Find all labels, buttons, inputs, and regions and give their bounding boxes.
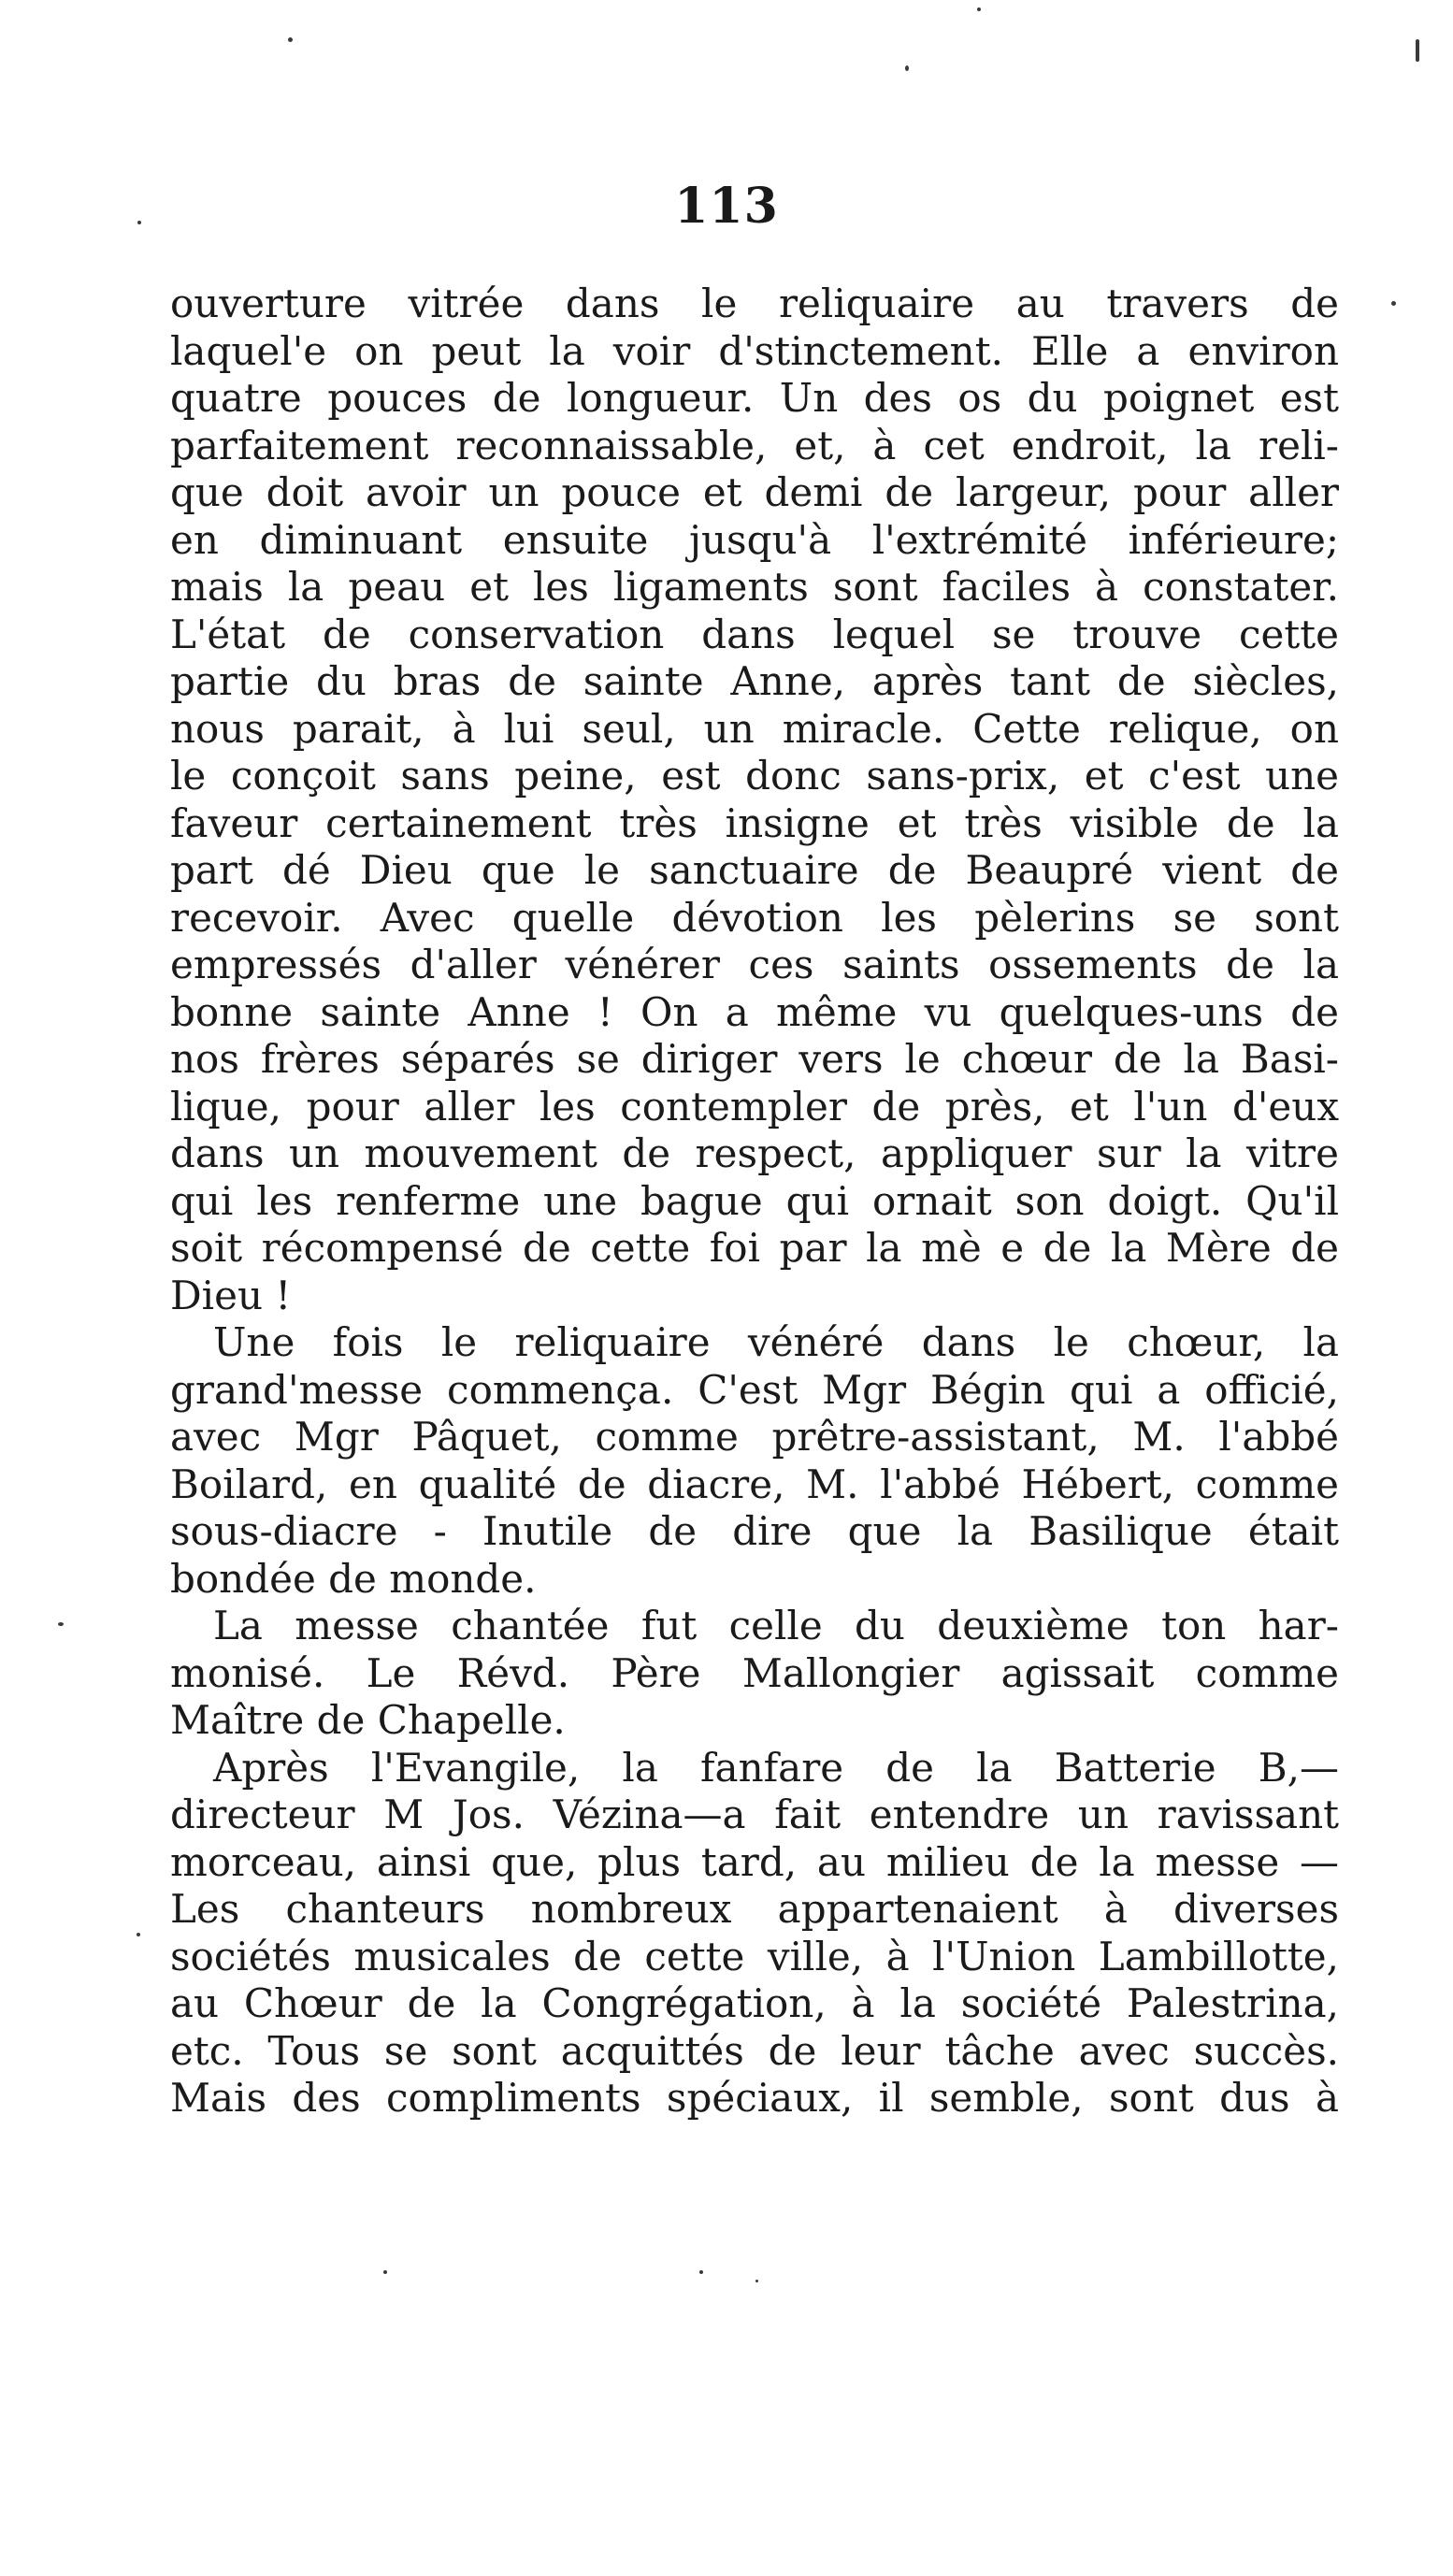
text-line: faveur certainement très insigne et très visible de la: [170, 799, 1339, 846]
scan-speck: [58, 1622, 64, 1626]
text-line: qui les renferme une bague qui ornait son doigt. Qu'il: [170, 1177, 1339, 1224]
text-line: recevoir. Avec quelle dévotion les pèlerins se sont: [170, 894, 1339, 941]
scan-speck: [699, 2270, 703, 2274]
scan-speck: [905, 65, 909, 71]
text-line: sous-diacre - Inutile de dire que la Basilique était: [170, 1508, 1339, 1554]
text-line: bonne sainte Anne ! On a même vu quelques-uns de: [170, 988, 1339, 1035]
text-line: partie du bras de sainte Anne, après tant de siècles,: [170, 658, 1339, 704]
text-line: soit récompensé de cette foi par la mè e de la Mère de: [170, 1225, 1339, 1271]
text-line: nous parait, à lui seul, un miracle. Cette relique, on: [170, 705, 1339, 752]
text-line: dans un mouvement de respect, appliquer sur la vitre: [170, 1130, 1339, 1176]
text-line: en diminuant ensuite jusqu'à l'extrémité inférieure;: [170, 516, 1339, 563]
text-line: Mais des compliments spéciaux, il semble, sont dus à: [170, 2075, 1339, 2121]
text-line: parfaitement reconnaissable, et, à cet endroit, la reli-: [170, 422, 1339, 468]
text-line: bondée de monde.: [170, 1555, 537, 1602]
paragraph-start-line: Après l'Evangile, la fanfare de la Batterie B,—: [213, 1744, 1339, 1791]
text-line: Dieu !: [170, 1272, 292, 1318]
scan-speck: [1416, 39, 1419, 62]
page-number: 113: [674, 178, 779, 235]
text-line: nos frères séparés se diriger vers le chœur de la Basi-: [170, 1036, 1339, 1082]
text-line: monisé. Le Révd. Père Mallongier agissait comme: [170, 1649, 1339, 1696]
text-line: laquel'e on peut la voir d'stinctement. Elle a environ: [170, 327, 1339, 374]
text-line: sociétés musicales de cette ville, à l'Union Lambillotte,: [170, 1933, 1339, 1979]
text-line: part dé Dieu que le sanctuaire de Beaupré vient de: [170, 847, 1339, 893]
text-line: grand'messe commença. C'est Mgr Bégin qui a officié,: [170, 1366, 1339, 1413]
text-line: le conçoit sans peine, est donc sans-prix, et c'est une: [170, 753, 1339, 799]
scan-speck: [1391, 301, 1396, 306]
text-line: morceau, ainsi que, plus tard, au milieu de la messe —: [170, 1838, 1339, 1885]
text-line: etc. Tous se sont acquittés de leur tâche avec succès.: [170, 2027, 1339, 2074]
text-line: avec Mgr Pâquet, comme prêtre-assistant, M. l'abbé: [170, 1414, 1339, 1460]
paragraph-start-line: Une fois le reliquaire vénéré dans le chœur, la: [213, 1319, 1339, 1365]
body-text: [170, 281, 1339, 2123]
text-line: L'état de conservation dans lequel se trouve cette: [170, 611, 1339, 657]
scan-speck: [977, 7, 981, 11]
paragraph-start-line: La messe chantée fut celle du deuxième ton har-: [213, 1603, 1339, 1648]
scan-speck: [137, 1933, 140, 1936]
scan-speck: [288, 37, 293, 42]
text-line: ouverture vitrée dans le reliquaire au travers de: [170, 281, 1339, 326]
text-line: au Chœur de la Congrégation, à la société Palestrina,: [170, 1980, 1339, 2026]
scan-speck: [383, 2270, 387, 2274]
text-line: lique, pour aller les contempler de près, et l'un d'eux: [170, 1083, 1339, 1130]
text-line: Boilard, en qualité de diacre, M. l'abbé Hébert, comme: [170, 1461, 1339, 1507]
scan-speck: [755, 2280, 758, 2282]
text-line: mais la peau et les ligaments sont faciles à constater.: [170, 564, 1339, 610]
text-line: quatre pouces de longueur. Un des os du poignet est: [170, 375, 1339, 421]
text-line: directeur M Jos. Vézina—a fait entendre un ravissant: [170, 1792, 1339, 1837]
text-line: que doit avoir un pouce et demi de largeur, pour aller: [170, 469, 1339, 515]
scan-speck: [137, 221, 141, 224]
text-line: Les chanteurs nombreux appartenaient à diverses: [170, 1886, 1339, 1932]
text-line: Maître de Chapelle.: [170, 1697, 566, 1743]
text-line: empressés d'aller vénérer ces saints ossements de la: [170, 942, 1339, 987]
